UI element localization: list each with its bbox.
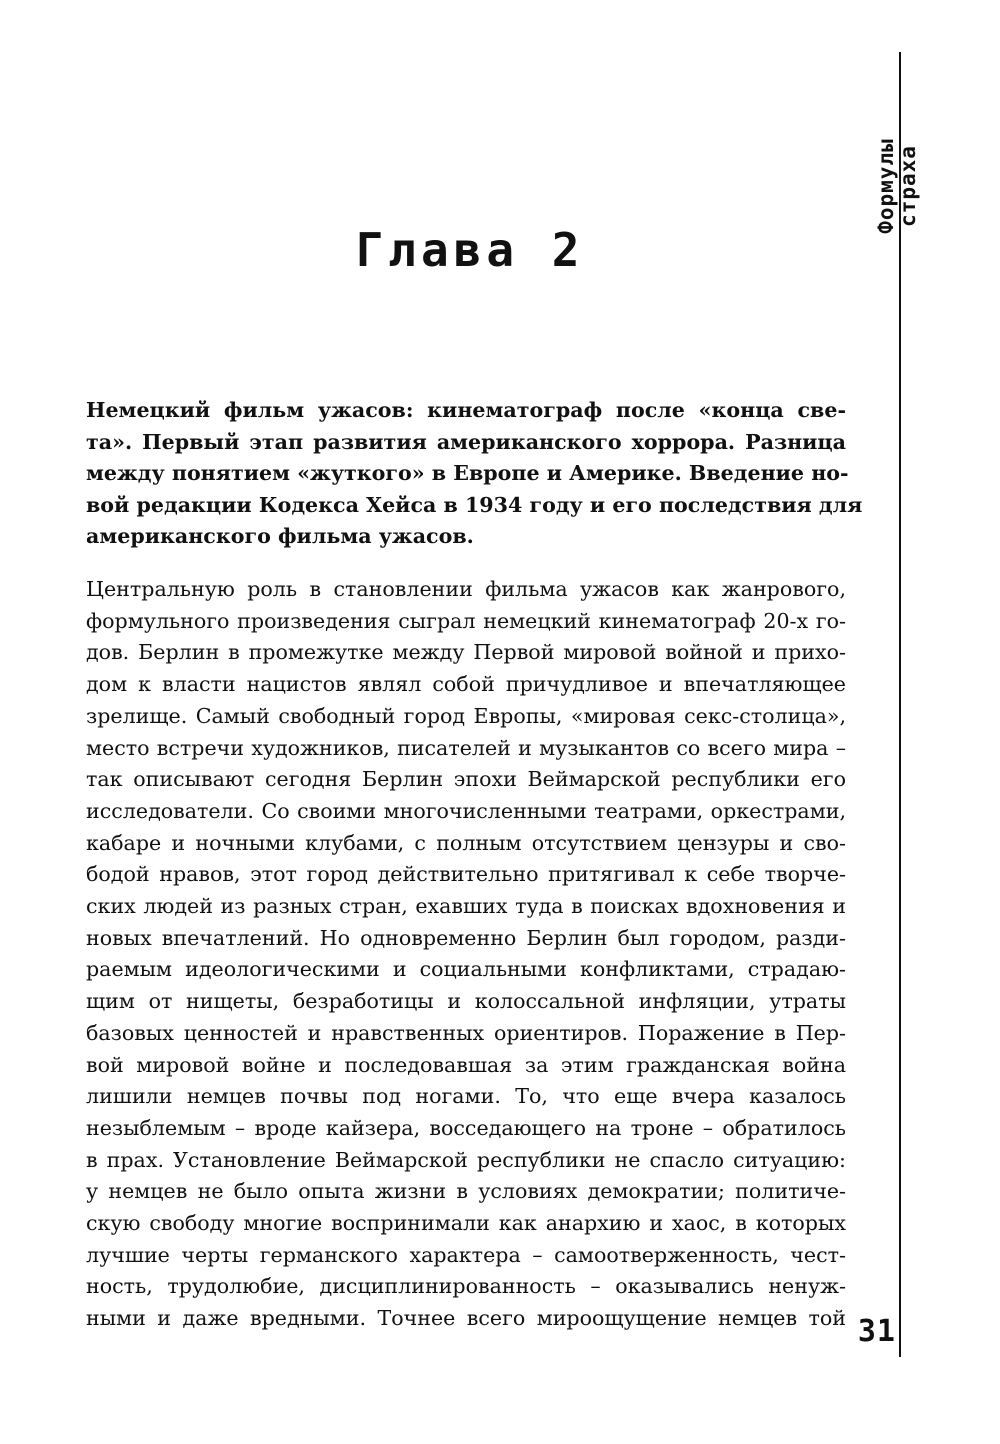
running-head-line-1: Формулы xyxy=(874,137,898,234)
body-line: бодой нравов, этот город действительно притягивал к себе творче- xyxy=(86,862,846,887)
body-line: щим от нищеты, безработицы и колоссальной инфляции, утраты xyxy=(86,989,846,1014)
body-line: раемым идеологическими и социальными конфликтами, страдаю- xyxy=(86,957,846,982)
chapter-summary xyxy=(86,395,863,553)
body-line: базовых ценностей и нравственных ориентиров. Поражение в Пер- xyxy=(86,1020,846,1045)
body-line: дом к власти нацистов являл собой причудливое и впечатляющее xyxy=(86,672,846,697)
body-line: скую свободу многие воспринимали как анархию и хаос, в которых xyxy=(86,1211,846,1236)
summary-line: вой редакции Кодекса Хейса в 1934 году и его последствия для xyxy=(86,492,863,517)
body-line: место встречи художников, писателей и музыкантов со всего мира – xyxy=(86,735,846,760)
body-line: ских людей из разных стран, ехавших туда в поисках вдохновения и xyxy=(86,894,846,919)
summary-line: Немецкий фильм ужасов: кинематограф после «конца све- xyxy=(86,398,846,422)
body-line: лучшие черты германского характера – самоотверженность, чест- xyxy=(86,1242,846,1267)
body-line: незыблемым – вроде кайзера, восседающего на троне – обратилось xyxy=(86,1115,846,1140)
page-number: 31 xyxy=(857,1314,896,1349)
body-line: вой мировой войне и последовавшая за этим гражданская война xyxy=(86,1052,846,1077)
body-line: исследователи. Со своими многочисленными театрами, оркестрами, xyxy=(86,798,846,823)
summary-line: американского фильма ужасов. xyxy=(86,524,474,549)
body-line: формульного произведения сыграл немецкий кинематограф 20-х го- xyxy=(86,608,846,633)
body-line: Центральную роль в становлении фильма ужасов как жанрового, xyxy=(86,577,846,601)
body-line: дов. Берлин в промежутке между Первой мировой войной и прихо- xyxy=(86,640,846,665)
body-line: у немцев не было опыта жизни в условиях демократии; политиче- xyxy=(86,1179,846,1204)
summary-line: между понятием «жуткого» в Европе и Америке. Введение но- xyxy=(86,461,849,486)
running-head xyxy=(872,98,922,273)
body-line: зрелище. Самый свободный город Европы, «мировая секс-столица», xyxy=(86,703,846,728)
body-line: лишили немцев почвы под ногами. То, что еще вчера казалось xyxy=(86,1084,846,1109)
body-paragraph xyxy=(86,574,846,1335)
body-line: в прах. Установление Веймарской республики не спасло ситуацию: xyxy=(86,1147,846,1172)
body-line: кабаре и ночными клубами, с полным отсутствием цензуры и сво- xyxy=(86,830,846,855)
body-line: ными и даже вредными. Точнее всего мироощущение немцев той xyxy=(86,1306,846,1331)
chapter-title: Глава 2 xyxy=(355,223,585,277)
summary-line: та». Первый этап развития американского хоррора. Разница xyxy=(86,429,846,454)
body-line: так описывают сегодня Берлин эпохи Веймарской республики его xyxy=(86,767,846,792)
body-line: ность, трудолюбие, дисциплинированность – оказывались ненуж- xyxy=(86,1274,846,1299)
body-line: новых впечатлений. Но одновременно Берлин был городом, разди- xyxy=(86,925,846,950)
running-head-line-2: страха xyxy=(896,144,920,227)
